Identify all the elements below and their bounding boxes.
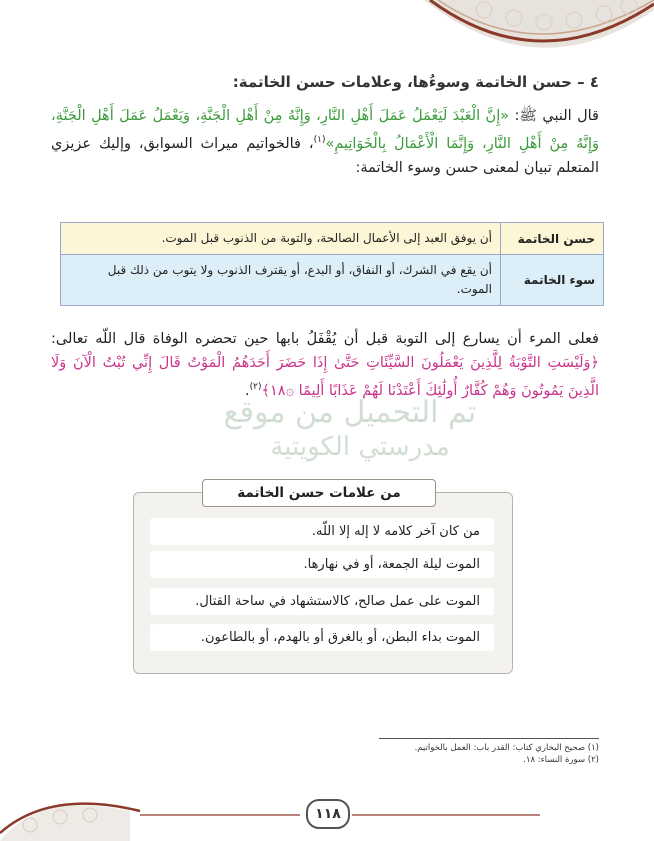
- table-head-bad: سوء الخاتمة: [501, 255, 604, 306]
- verse-paragraph: [51, 327, 599, 403]
- list-item: الموت بداء البطن، أو بالغرق أو بالهدم، أو بالطاعون.: [150, 624, 494, 651]
- hadith-text: «إِنَّ الْعَبْدَ لَيَعْمَلُ عَمَلَ أَهْلِ النَّارِ، وَإِنَّهُ مِنْ أَهْلِ الْجَنَّةِ، وَيَعْمَلُ عَمَلَ أَهْلِ الْجَنَّةِ، وَإِنَّهُ مِنْ أَهْلِ النَّارِ، وَإِنَّمَا الْأَعْمَالُ بِالْخَوَاتِيمِ»: [51, 108, 600, 152]
- section-title: ٤ – حسن الخاتمة وسوءُها، وعلامات حسن الخاتمة:: [232, 73, 599, 91]
- verse-text: ﴿وَلَيْسَتِ التَّوْبَةُ لِلَّذِينَ يَعْمَلُونَ السَّيِّئَاتِ حَتَّىٰ إِذَا حَضَرَ أَحَدَهُمُ الْمَوْتُ قَالَ إِنِّي تُبْتُ الْآنَ وَلَا الَّذِينَ يَمُوتُونَ وَهُمْ كُفَّارٌ أُولَٰئِكَ أَعْتَدْنَا لَهُمْ عَذَابًا أَلِيمًا ۞١٨﴾: [51, 355, 599, 399]
- khatima-table: [60, 222, 604, 306]
- signs-title: من علامات حسن الخاتمة: [202, 479, 436, 507]
- hadith-paragraph: [51, 104, 599, 180]
- verse-end: .: [245, 382, 250, 399]
- table-head-good: حسن الخاتمة: [501, 223, 604, 255]
- footnote-ref-1: (١): [313, 135, 326, 145]
- hadith-rest: ، فالخواتيم ميراث السوابق، وإليك عزيزي المتعلم تبيان لمعنى حسن وسوء الخاتمة:: [51, 135, 599, 176]
- list-item: الموت ليلة الجمعة، أو في نهارها.: [150, 551, 494, 578]
- watermark-line2: مدرستي الكويتية: [270, 432, 450, 462]
- verse-intro: فعلى المرء أن يسارع إلى التوبة قبل أن يُقْفَلُ بابها حين تحضره الوفاة قال اللّه تعالى:: [51, 331, 599, 347]
- footnote-1: (١) صحيح البخاري كتاب: القدر باب: العمل بالخواتيم.: [414, 743, 599, 753]
- hadith-intro: قال النبي ﷺ:: [509, 108, 599, 124]
- table-value-bad: أن يقع في الشرك، أو النفاق، أو البدع، أو يقترف الذنوب ولا يتوب من ذلك قبل الموت.: [61, 255, 501, 306]
- page-number: ١١٨: [306, 799, 350, 829]
- table-value-good: أن يوفق العبد إلى الأعمال الصالحة، والتوبة من الذنوب قبل الموت.: [61, 223, 501, 255]
- table-row: [61, 223, 604, 255]
- list-item: من كان آخر كلامه لا إله إلا اللّه.: [150, 518, 494, 545]
- footnote-ref-2: (٢): [249, 382, 262, 392]
- top-ornament: [424, 0, 654, 58]
- watermark-line1: تم التحميل من موقع: [223, 395, 477, 430]
- table-row: [61, 255, 604, 306]
- list-item: الموت على عمل صالح، كالاستشهاد في ساحة القتال.: [150, 588, 494, 615]
- footnote-2: (٢) سورة النساء: ١٨.: [523, 755, 599, 765]
- footnote-divider: [379, 738, 599, 739]
- footnotes: [299, 742, 599, 766]
